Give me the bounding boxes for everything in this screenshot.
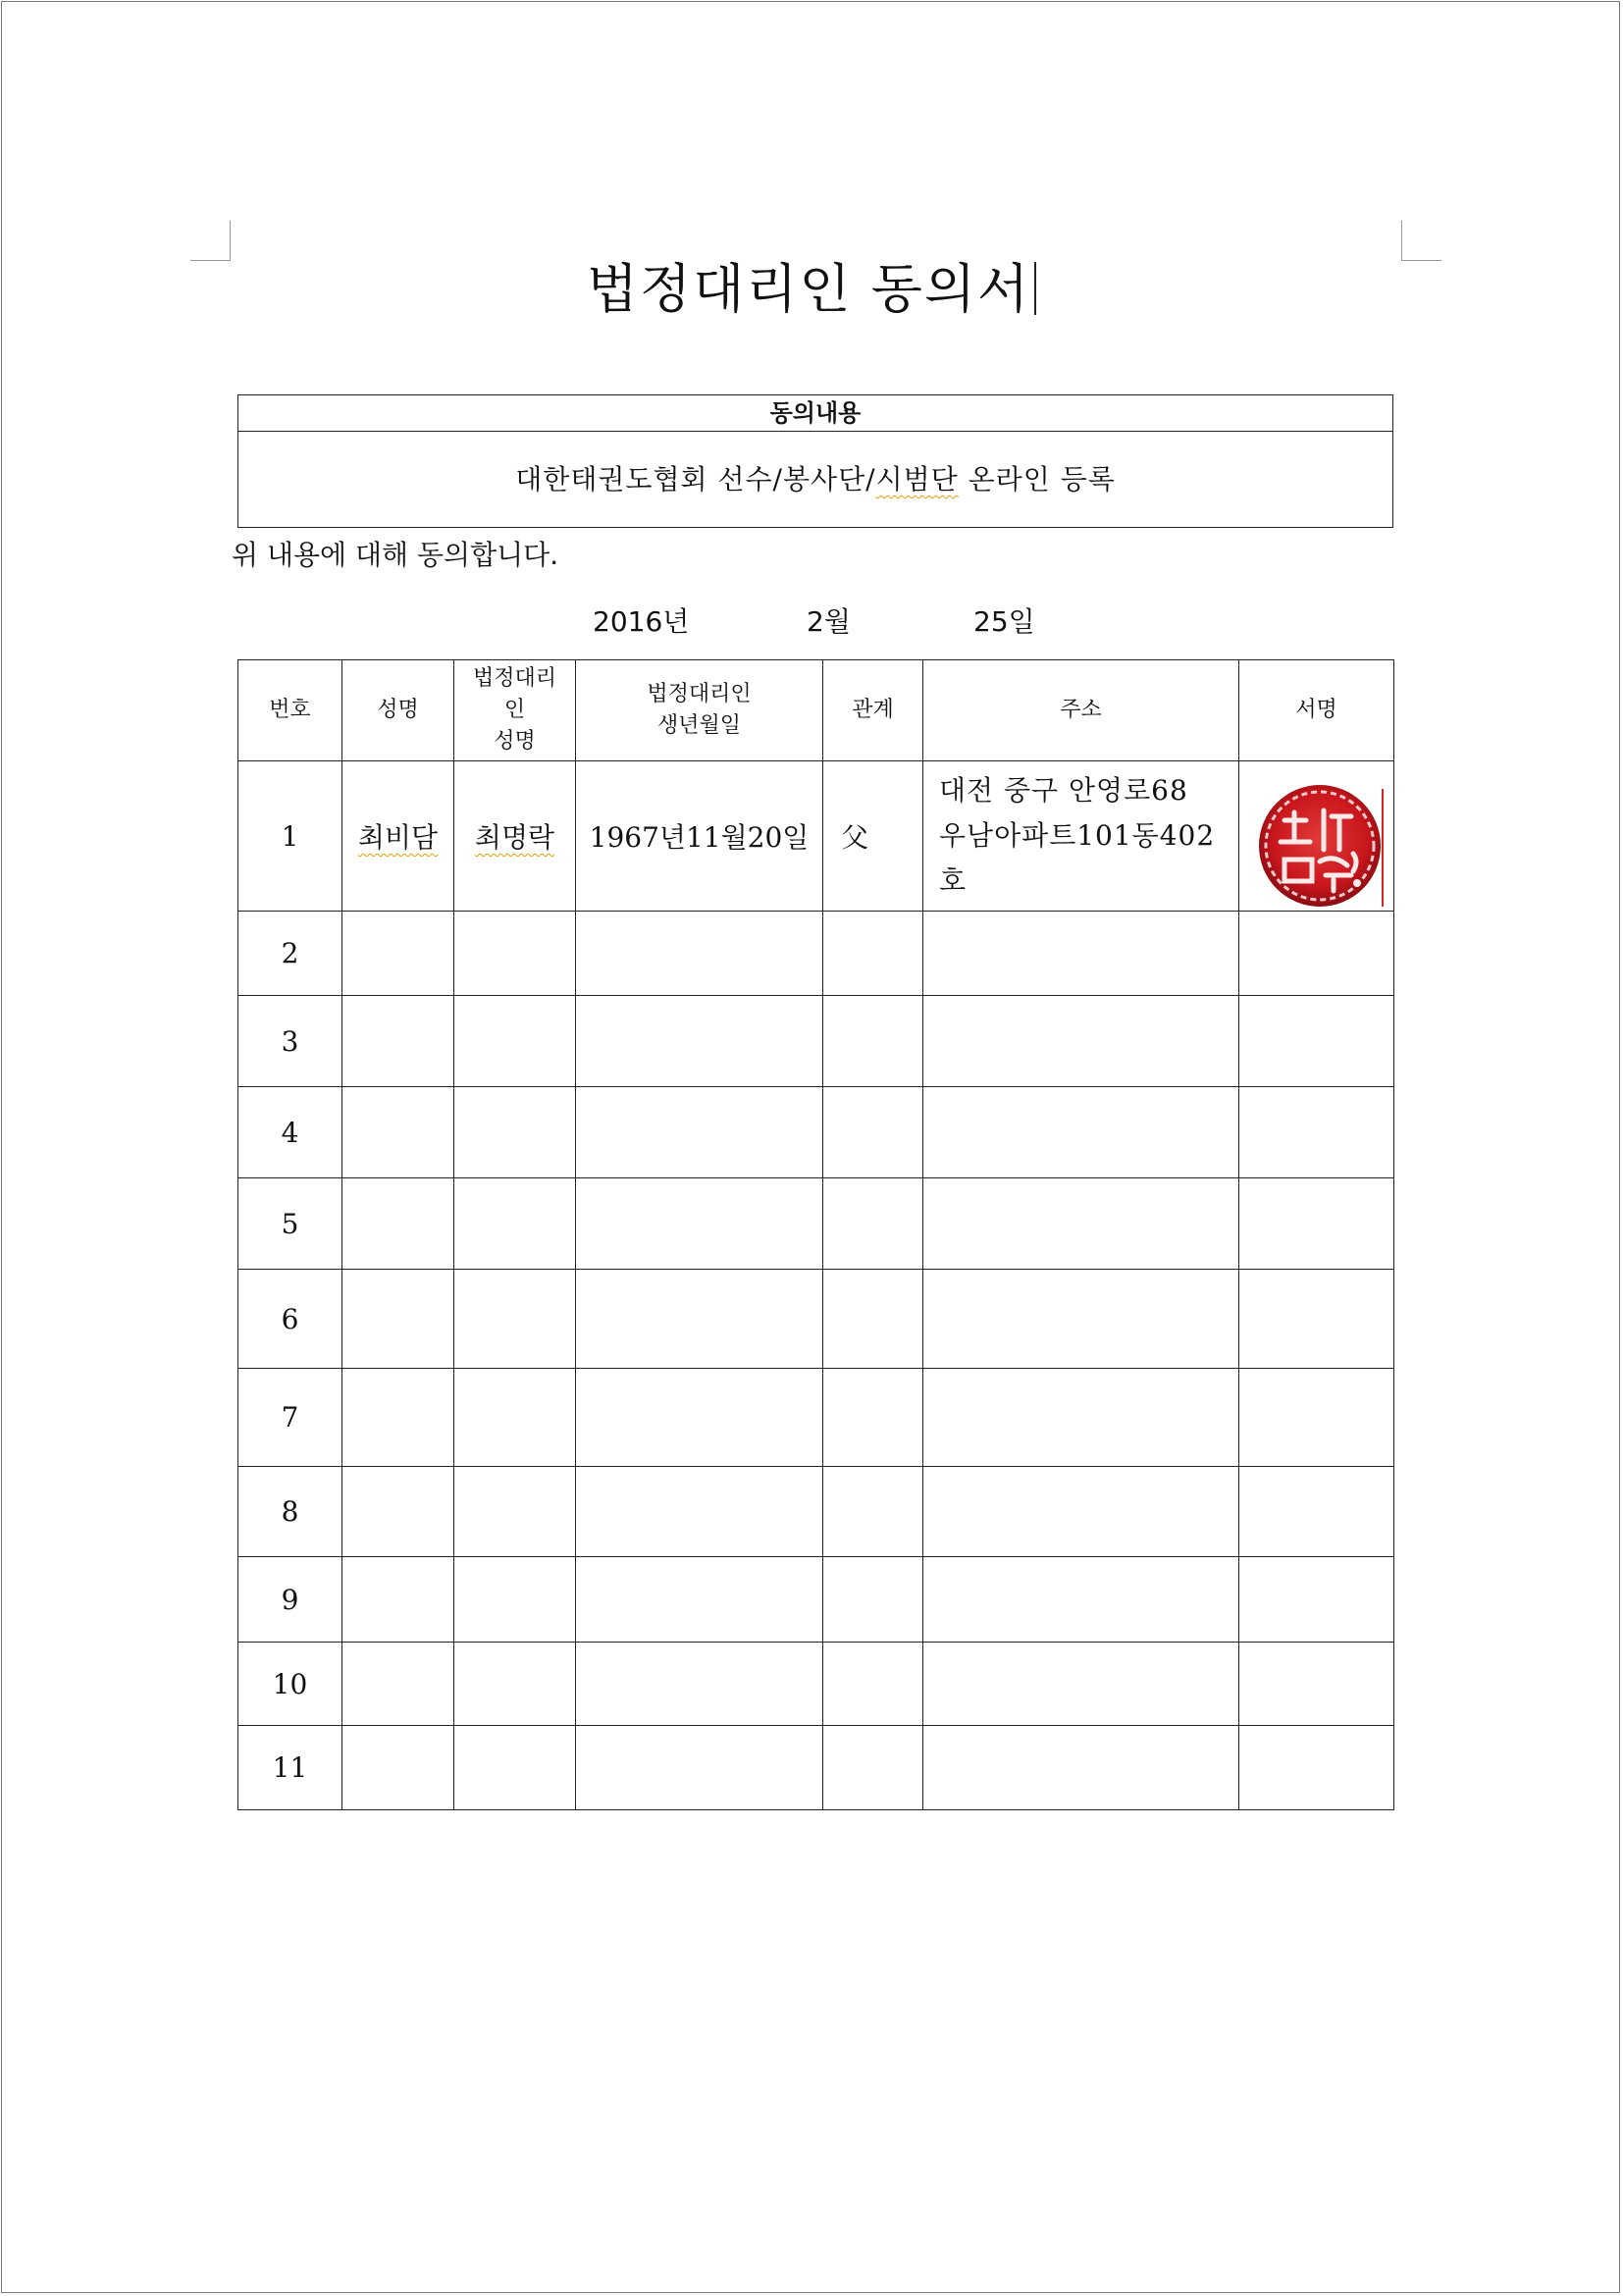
date-year: 2016년 xyxy=(593,605,690,638)
cell-name[interactable] xyxy=(342,1270,454,1369)
cell-name[interactable]: 최비담 xyxy=(342,761,454,912)
cell-signature[interactable] xyxy=(1239,1557,1394,1643)
cell-name[interactable] xyxy=(342,1557,454,1643)
cell-address[interactable] xyxy=(923,1467,1239,1557)
cell-address[interactable]: 대전 중구 안영로68 우남아파트101동402 호 xyxy=(923,761,1239,912)
cell-name[interactable] xyxy=(342,1178,454,1270)
cell-signature[interactable] xyxy=(1239,996,1394,1087)
header-number: 번호 xyxy=(238,660,342,761)
cell-guardian-birth[interactable] xyxy=(576,1557,823,1643)
cell-guardian-name[interactable] xyxy=(454,1087,576,1178)
cell-name[interactable] xyxy=(342,1369,454,1467)
cell-number[interactable]: 2 xyxy=(238,912,342,996)
cell-address[interactable] xyxy=(923,1643,1239,1726)
cell-guardian-name[interactable]: 최명락 xyxy=(454,761,576,912)
cell-guardian-name[interactable] xyxy=(454,1467,576,1557)
cell-signature[interactable] xyxy=(1239,1726,1394,1810)
cell-name[interactable] xyxy=(342,1643,454,1726)
header-relation: 관계 xyxy=(823,660,923,761)
cell-relation[interactable] xyxy=(823,1087,923,1178)
cell-guardian-birth[interactable] xyxy=(576,912,823,996)
cell-name[interactable] xyxy=(342,996,454,1087)
cell-signature[interactable] xyxy=(1239,1643,1394,1726)
signature-cursor-mark xyxy=(1382,789,1384,907)
cell-relation[interactable] xyxy=(823,1270,923,1369)
table-row xyxy=(238,1726,1394,1810)
cell-number[interactable]: 9 xyxy=(238,1557,342,1643)
cell-relation[interactable] xyxy=(823,1726,923,1810)
cell-guardian-birth[interactable] xyxy=(576,1178,823,1270)
header-guardian-name: 법정대리 인 성명 xyxy=(454,660,576,761)
table-header-row xyxy=(238,660,1394,761)
table-row xyxy=(238,912,1394,996)
cell-name[interactable] xyxy=(342,1087,454,1178)
table-row xyxy=(238,1087,1394,1178)
cell-guardian-birth[interactable] xyxy=(576,1726,823,1810)
cell-relation[interactable] xyxy=(823,1557,923,1643)
header-guardian-birth: 법정대리인 생년월일 xyxy=(576,660,823,761)
cell-guardian-name[interactable] xyxy=(454,1726,576,1810)
cell-relation[interactable]: 父 xyxy=(823,761,923,912)
cell-address[interactable] xyxy=(923,996,1239,1087)
cell-relation[interactable] xyxy=(823,1643,923,1726)
table-row xyxy=(238,996,1394,1087)
cell-guardian-name[interactable] xyxy=(454,912,576,996)
text-cursor xyxy=(1034,262,1036,315)
cell-signature[interactable] xyxy=(1239,1087,1394,1178)
cell-number[interactable]: 11 xyxy=(238,1726,342,1810)
consent-body: 대한태권도협회 선수/봉사단/시범단 온라인 등록 xyxy=(515,463,1116,496)
cell-address[interactable] xyxy=(923,1178,1239,1270)
guardian-table xyxy=(237,659,1394,1810)
cell-relation[interactable] xyxy=(823,1467,923,1557)
table-row xyxy=(238,1178,1394,1270)
cell-guardian-name[interactable] xyxy=(454,1557,576,1643)
consent-box xyxy=(237,394,1393,528)
cell-guardian-name[interactable] xyxy=(454,1178,576,1270)
header-signature: 서명 xyxy=(1239,660,1394,761)
cell-number[interactable]: 4 xyxy=(238,1087,342,1178)
table-row xyxy=(238,1467,1394,1557)
cell-number[interactable]: 8 xyxy=(238,1467,342,1557)
cell-signature[interactable] xyxy=(1239,1270,1394,1369)
table-row xyxy=(238,1557,1394,1643)
cell-address[interactable] xyxy=(923,1369,1239,1467)
cell-number[interactable]: 3 xyxy=(238,996,342,1087)
table-row xyxy=(238,1270,1394,1369)
red-seal-stamp-icon xyxy=(1255,781,1385,911)
table-row xyxy=(238,761,1394,912)
cell-guardian-birth[interactable] xyxy=(576,1369,823,1467)
cell-signature[interactable] xyxy=(1239,1369,1394,1467)
date-month: 2월 xyxy=(807,605,851,638)
cell-address[interactable] xyxy=(923,1557,1239,1643)
cell-address[interactable] xyxy=(923,1087,1239,1178)
cell-address[interactable] xyxy=(923,1726,1239,1810)
header-name: 성명 xyxy=(342,660,454,761)
header-address: 주소 xyxy=(923,660,1239,761)
cell-signature[interactable] xyxy=(1239,1178,1394,1270)
consent-header: 동의내용 xyxy=(238,395,1392,432)
cell-guardian-name[interactable] xyxy=(454,996,576,1087)
cell-guardian-birth[interactable] xyxy=(576,1643,823,1726)
cell-name[interactable] xyxy=(342,1467,454,1557)
cell-signature[interactable] xyxy=(1239,912,1394,996)
cell-number[interactable]: 10 xyxy=(238,1643,342,1726)
cell-relation[interactable] xyxy=(823,1369,923,1467)
cell-number[interactable]: 1 xyxy=(238,761,342,912)
cell-name[interactable] xyxy=(342,912,454,996)
cell-guardian-birth[interactable] xyxy=(576,1087,823,1178)
agree-statement: 위 내용에 대해 동의합니다. xyxy=(232,539,559,571)
document-title[interactable]: 법정대리인 동의서 xyxy=(0,247,1623,323)
cell-name[interactable] xyxy=(342,1726,454,1810)
cell-address[interactable] xyxy=(923,1270,1239,1369)
table-row xyxy=(238,1643,1394,1726)
cell-guardian-birth[interactable]: 1967년11월20일 xyxy=(576,761,823,912)
cell-relation[interactable] xyxy=(823,912,923,996)
cell-number[interactable]: 6 xyxy=(238,1270,342,1369)
cell-address[interactable] xyxy=(923,912,1239,996)
cell-guardian-birth[interactable] xyxy=(576,996,823,1087)
cell-signature[interactable] xyxy=(1239,1467,1394,1557)
cell-number[interactable]: 5 xyxy=(238,1178,342,1270)
cell-relation[interactable] xyxy=(823,996,923,1087)
date-day: 25일 xyxy=(973,605,1035,638)
cell-guardian-birth[interactable] xyxy=(576,1467,823,1557)
cell-guardian-name[interactable] xyxy=(454,1643,576,1726)
cell-guardian-name[interactable] xyxy=(454,1369,576,1467)
cell-relation[interactable] xyxy=(823,1178,923,1270)
cell-number[interactable]: 7 xyxy=(238,1369,342,1467)
table-row xyxy=(238,1369,1394,1467)
cell-guardian-birth[interactable] xyxy=(576,1270,823,1369)
cell-signature[interactable] xyxy=(1239,761,1394,912)
cell-guardian-name[interactable] xyxy=(454,1270,576,1369)
